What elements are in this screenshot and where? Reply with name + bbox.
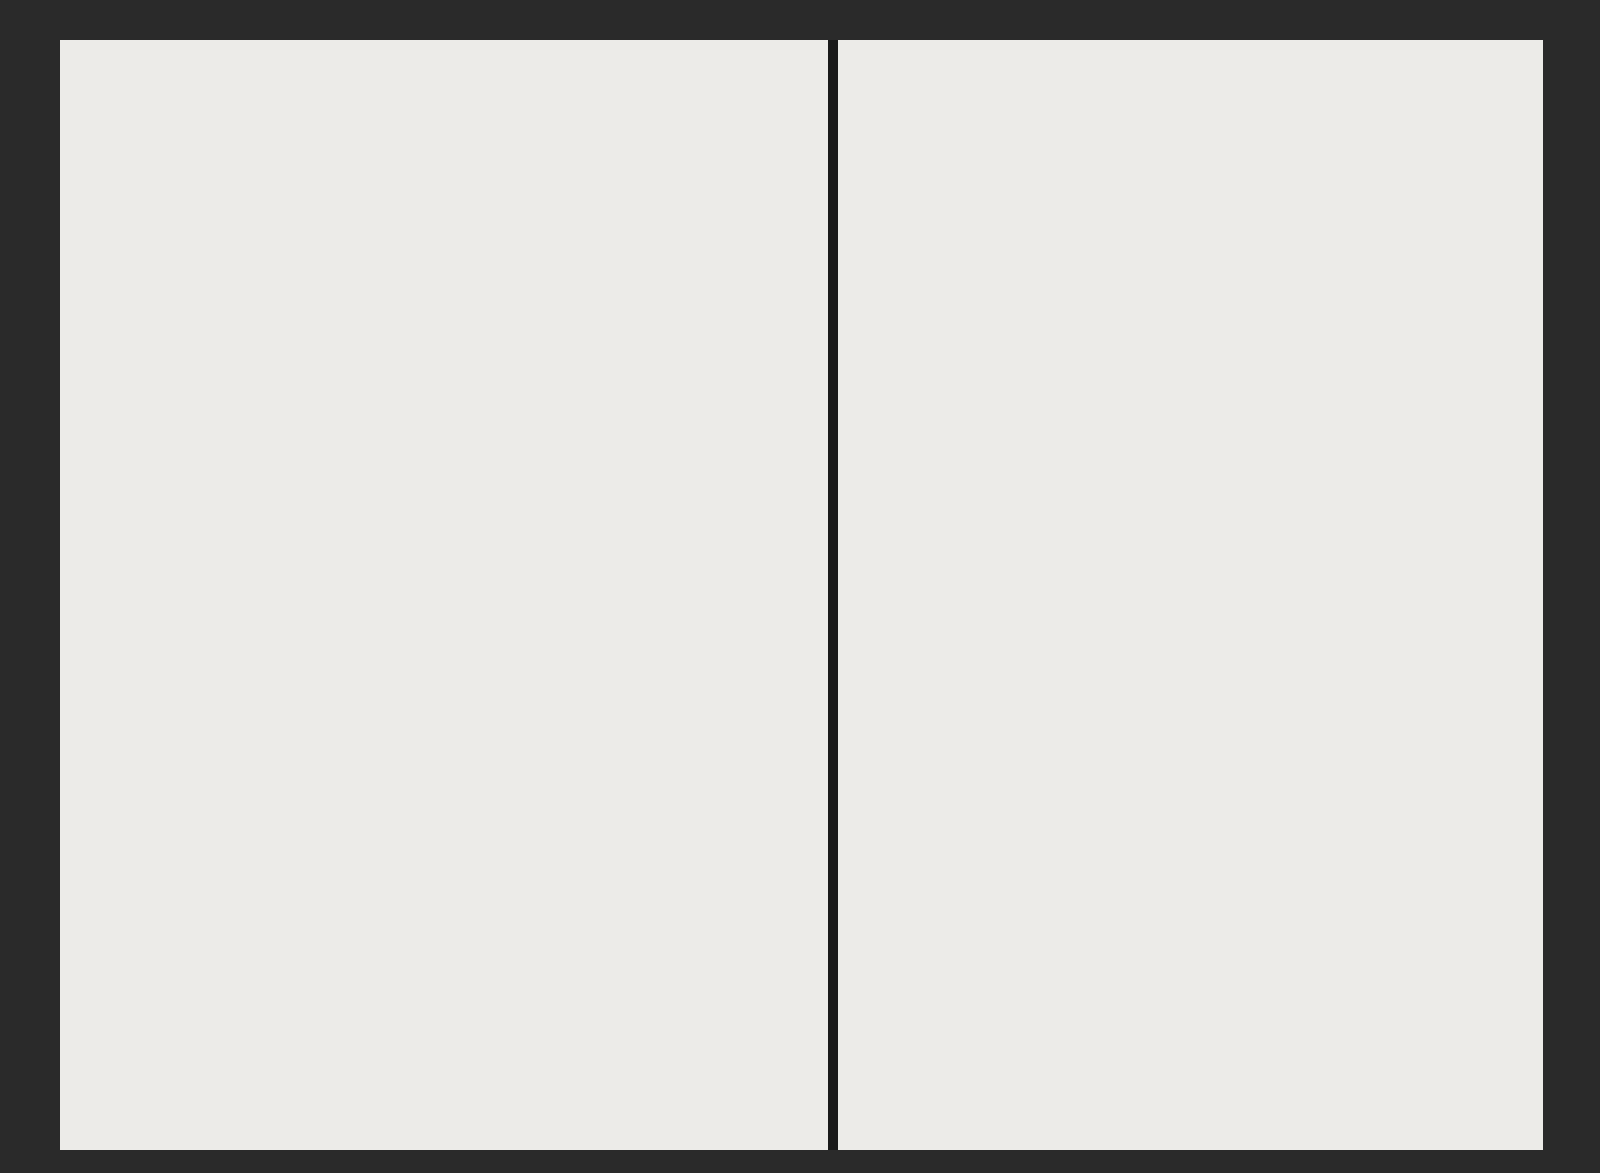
right-page (838, 40, 1543, 1150)
left-page (60, 40, 830, 1150)
